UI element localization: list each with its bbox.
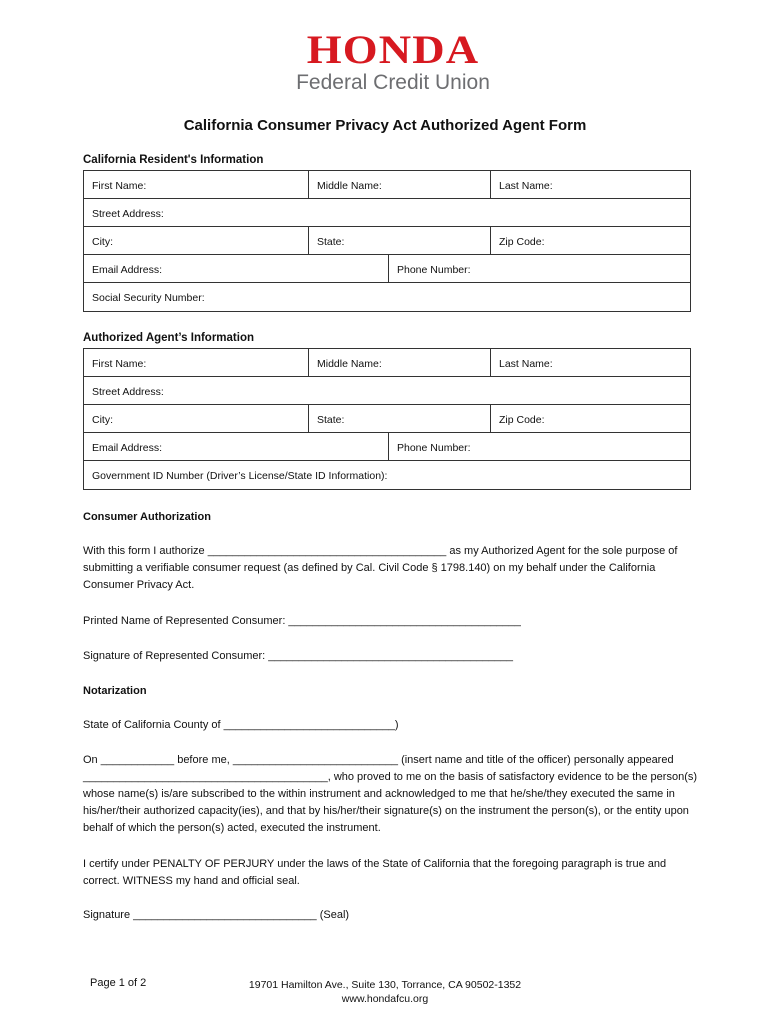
- resident-state-label: State:: [317, 236, 345, 248]
- agent-first-name-label: First Name:: [92, 358, 147, 370]
- agent-street-row: [84, 377, 690, 405]
- page-number: Page 1 of 2: [90, 977, 147, 989]
- agent-name-row: [84, 349, 690, 377]
- agent-last-name-label: Last Name:: [499, 358, 553, 370]
- agent-first-name-field[interactable]: [84, 349, 308, 376]
- agent-last-name-field[interactable]: [490, 349, 690, 376]
- agent-phone-label: Phone Number:: [397, 442, 471, 454]
- agent-phone-field[interactable]: [388, 433, 690, 460]
- agent-info-table: [83, 348, 691, 490]
- resident-zip-label: Zip Code:: [499, 236, 545, 248]
- agent-zip-field[interactable]: [490, 405, 690, 432]
- resident-city-row: [84, 227, 690, 255]
- resident-last-name-field[interactable]: [490, 171, 690, 198]
- agent-state-field[interactable]: [308, 405, 490, 432]
- resident-email-field[interactable]: [84, 255, 388, 282]
- honda-fcu-logo: [282, 27, 504, 96]
- footer-website: www.hondafcu.org: [341, 993, 429, 1005]
- resident-section-heading: California Resident's Information: [83, 154, 264, 166]
- agent-gov-id-label: Government ID Number (Driver’s License/State ID Information):: [92, 470, 388, 482]
- notarization-county-line[interactable]: State of California County of ____________________________): [83, 719, 399, 731]
- agent-state-label: State:: [317, 414, 345, 426]
- resident-first-name-field[interactable]: [84, 171, 308, 198]
- resident-middle-name-label: Middle Name:: [317, 180, 382, 192]
- footer-address-block: [0, 978, 770, 1006]
- consumer-signature-line[interactable]: Signature of Represented Consumer: ________________________________________: [83, 650, 513, 662]
- agent-email-field[interactable]: [84, 433, 388, 460]
- notarization-heading: Notarization: [83, 685, 147, 697]
- resident-first-name-label: First Name:: [92, 180, 147, 192]
- agent-street-label: Street Address:: [92, 386, 164, 398]
- resident-name-row: [84, 171, 690, 199]
- printed-name-line[interactable]: Printed Name of Represented Consumer: ______________________________________: [83, 615, 521, 627]
- notary-signature-line[interactable]: Signature ______________________________ (Seal): [83, 909, 350, 921]
- resident-ssn-row: [84, 283, 690, 311]
- resident-info-table: [83, 170, 691, 312]
- form-title: California Consumer Privacy Act Authorized Agent Form: [183, 117, 587, 134]
- consumer-authorization-text: With this form I authorize _______________________________________ as my Authorized Agent for the sole purpose of submitting a verifiable consumer request (as defined by Cal. Civil Code § 1798.140) on my behalf under the California Consumer Privacy Act.: [83, 545, 678, 591]
- resident-email-label: Email Address:: [92, 264, 163, 276]
- agent-city-field[interactable]: [84, 405, 308, 432]
- footer-address: 19701 Hamilton Ave., Suite 130, Torrance, CA 90502-1352: [248, 979, 522, 991]
- resident-state-field[interactable]: [308, 227, 490, 254]
- resident-contact-row: [84, 255, 690, 283]
- resident-ssn-label: Social Security Number:: [92, 292, 205, 304]
- resident-middle-name-field[interactable]: [308, 171, 490, 198]
- resident-city-label: City:: [92, 236, 113, 248]
- notarization-text: On ____________ before me, ___________________________ (insert name and title of the officer) personally appeared ________________________________________, who proved to me on the basis of satisfactory evidence to be the person(s) whose name(s) is/are subscribed to the within instrument and acknowledged to me that he/she/they executed the same in his/her/their authorized capacity(ies), and that by his/her/their signature(s) on the instrument the person(s), or the entity upon behalf of which the person(s) acted, executed the instrument.: [83, 754, 698, 834]
- agent-city-label: City:: [92, 414, 113, 426]
- consumer-authorization-heading: Consumer Authorization: [83, 511, 211, 523]
- agent-email-label: Email Address:: [92, 442, 163, 454]
- agent-middle-name-label: Middle Name:: [317, 358, 382, 370]
- logo-subtitle: Federal Credit Union: [296, 71, 490, 94]
- resident-zip-field[interactable]: [490, 227, 690, 254]
- agent-zip-label: Zip Code:: [499, 414, 545, 426]
- resident-street-row: [84, 199, 690, 227]
- agent-street-field[interactable]: [84, 377, 690, 404]
- agent-middle-name-field[interactable]: [308, 349, 490, 376]
- resident-last-name-label: Last Name:: [499, 180, 553, 192]
- resident-phone-label: Phone Number:: [397, 264, 471, 276]
- agent-gov-id-field[interactable]: [84, 461, 690, 489]
- agent-contact-row: [84, 433, 690, 461]
- agent-section-heading: Authorized Agent’s Information: [83, 332, 255, 344]
- resident-phone-field[interactable]: [388, 255, 690, 282]
- resident-city-field[interactable]: [84, 227, 308, 254]
- logo-brand-text: HONDA: [306, 27, 480, 72]
- perjury-certification-text: I certify under PENALTY OF PERJURY under the laws of the State of California that the foregoing paragraph is true and correct. WITNESS my hand and official seal.: [83, 858, 667, 887]
- resident-street-label: Street Address:: [92, 208, 164, 220]
- resident-ssn-field[interactable]: [84, 283, 690, 311]
- resident-street-field[interactable]: [84, 199, 690, 226]
- agent-city-row: [84, 405, 690, 433]
- agent-gov-id-row: [84, 461, 690, 489]
